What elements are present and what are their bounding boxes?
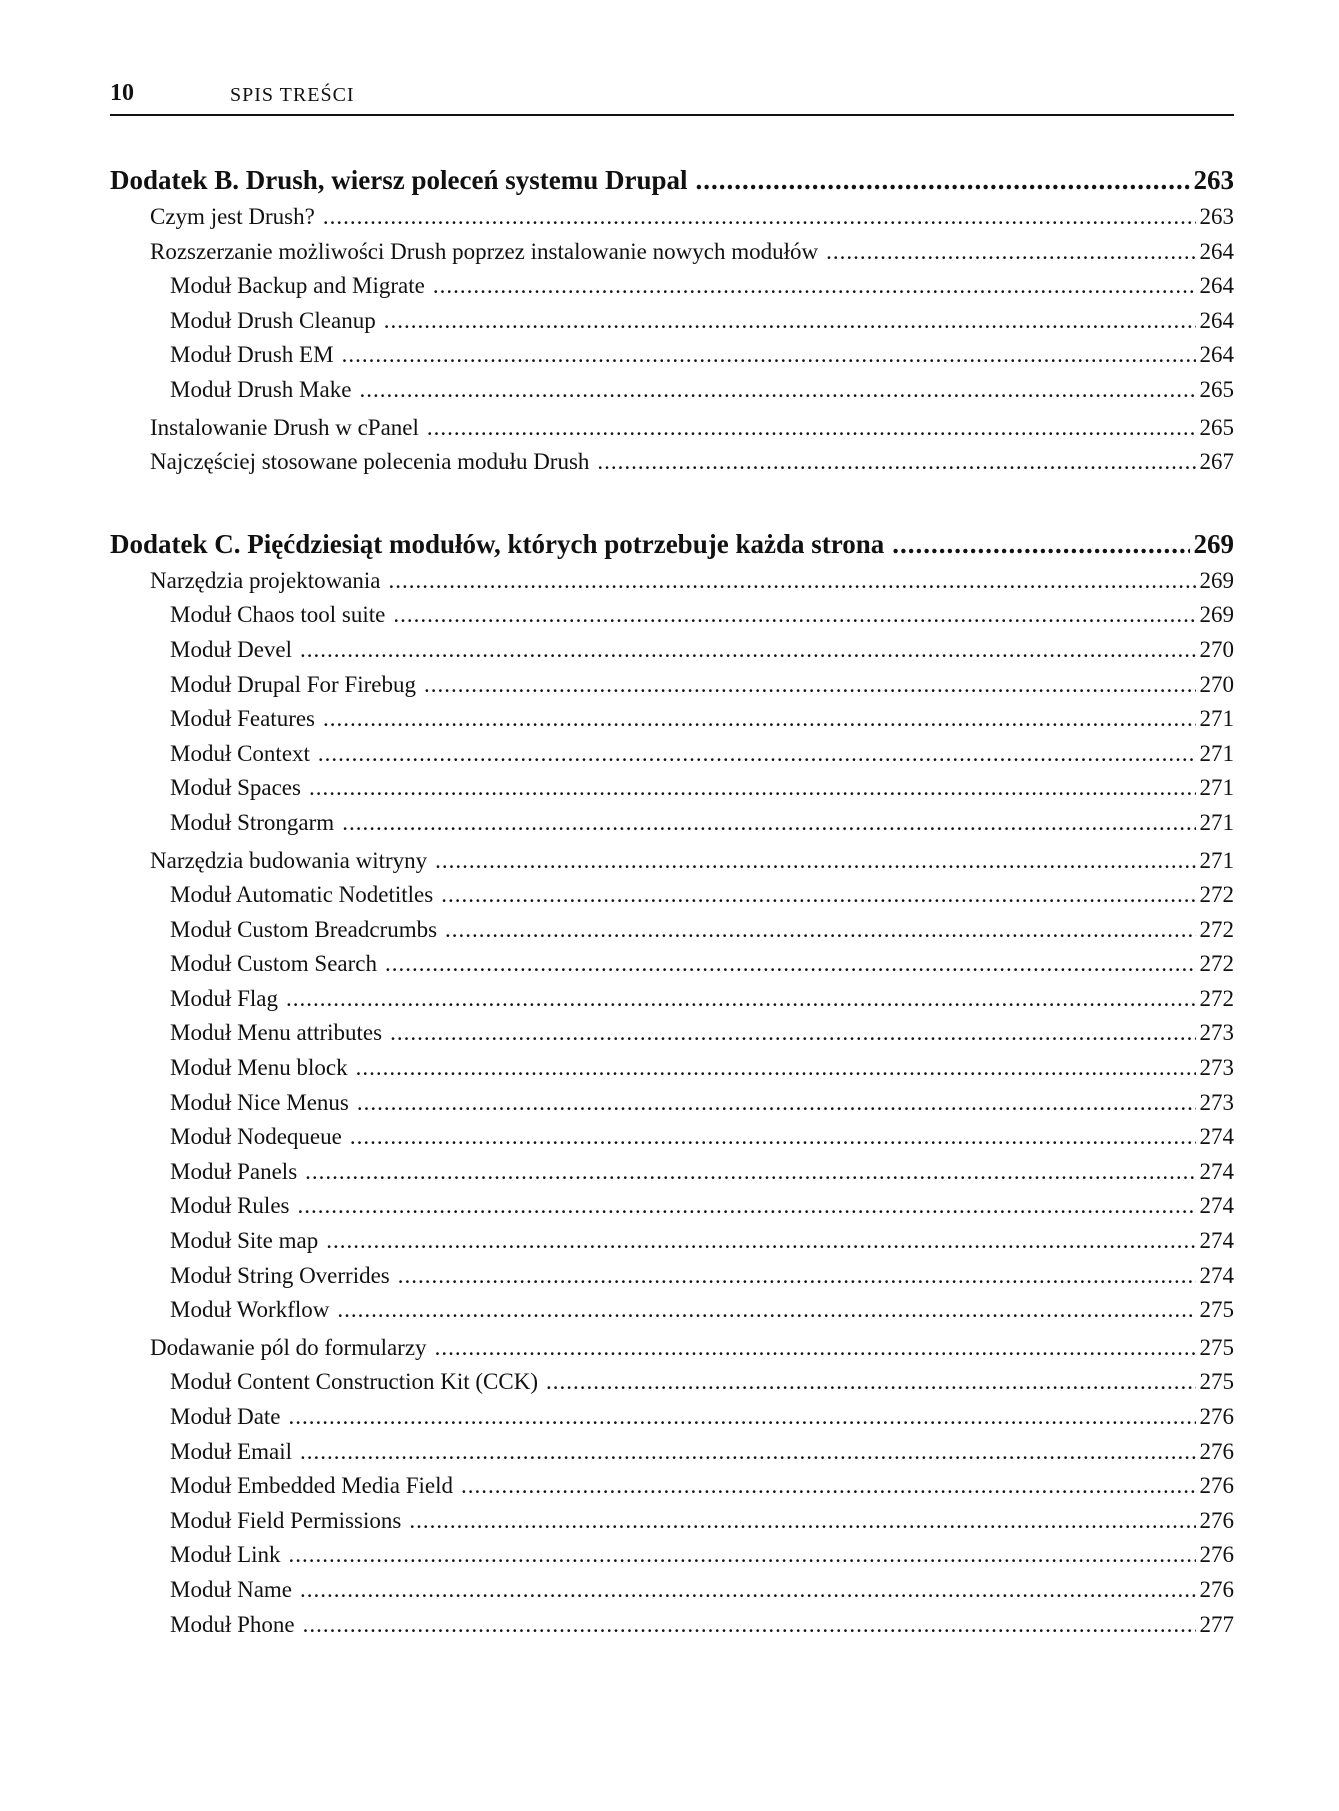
toc-entry-title: Moduł Strongarm xyxy=(170,809,335,835)
toc-subsection xyxy=(110,1016,1234,1051)
toc-entry-title: Moduł Devel xyxy=(170,636,293,662)
toc-entry-page: 264 xyxy=(1199,238,1234,264)
toc-entry-title: Dodatek B. Drush, wiersz poleceń systemu Drupal xyxy=(110,165,688,195)
toc-entry-title: Moduł String Overrides xyxy=(170,1262,390,1288)
toc-entry-page: 264 xyxy=(1199,307,1234,333)
toc-entry-title: Najczęściej stosowane polecenia modułu Drush xyxy=(150,449,590,475)
toc-entry-title: Moduł Context xyxy=(170,740,310,766)
toc-section xyxy=(110,200,1234,235)
dot-leader xyxy=(441,878,1195,913)
toc-entry-title: Rozszerzanie możliwości Drush poprzez instalowanie nowych modułów xyxy=(150,238,819,264)
toc-subsection xyxy=(110,878,1234,913)
toc-subsection xyxy=(110,668,1234,703)
toc-entry-title: Dodatek C. Pięćdziesiąt modułów, których potrzebuje każda strona xyxy=(110,528,885,559)
toc-entry-title: Moduł Embedded Media Field xyxy=(170,1473,453,1499)
page-header xyxy=(110,78,1234,116)
toc-entry-title: Moduł Field Permissions xyxy=(170,1507,402,1533)
dot-leader xyxy=(398,1259,1196,1294)
toc-entry-title: Moduł Spaces xyxy=(170,775,301,801)
toc-entry-title: Moduł Flag xyxy=(170,985,278,1011)
toc-entry-title: Moduł Drush Cleanup xyxy=(170,307,376,333)
dot-leader xyxy=(326,1224,1195,1259)
dot-leader xyxy=(384,304,1196,339)
dot-leader xyxy=(696,160,1190,200)
toc-entry-title: Moduł Panels xyxy=(170,1158,298,1184)
toc-subsection xyxy=(110,771,1234,806)
toc-chapter xyxy=(110,160,1234,200)
toc-entry-title: Instalowanie Drush w cPanel xyxy=(150,414,419,440)
dot-leader xyxy=(337,1293,1195,1328)
toc-subsection xyxy=(110,633,1234,668)
toc-entry-page: 274 xyxy=(1199,1158,1234,1184)
toc-entry-page: 275 xyxy=(1199,1297,1234,1323)
dot-leader xyxy=(303,1608,1196,1643)
dot-leader xyxy=(826,235,1195,270)
dot-leader xyxy=(342,338,1196,373)
dot-leader xyxy=(300,1435,1195,1470)
toc-subsection xyxy=(110,1259,1234,1294)
toc-entry-title: Moduł Nice Menus xyxy=(170,1089,349,1115)
toc-entry-page: 269 xyxy=(1199,567,1234,593)
dot-leader xyxy=(385,947,1196,982)
toc-subsection xyxy=(110,304,1234,339)
toc-entry-page: 273 xyxy=(1199,1089,1234,1115)
dot-leader xyxy=(389,564,1196,599)
toc-entry-page: 276 xyxy=(1199,1542,1234,1568)
toc-entry-page: 272 xyxy=(1199,916,1234,942)
toc-entry-title: Moduł Custom Breadcrumbs xyxy=(170,916,438,942)
toc-section xyxy=(110,844,1234,879)
toc-chapter xyxy=(110,524,1234,564)
toc-entry-title: Moduł Menu attributes xyxy=(170,1020,383,1046)
dot-leader xyxy=(435,844,1195,879)
toc-entry-title: Moduł Drush EM xyxy=(170,342,334,368)
toc-entry-title: Moduł Drush Make xyxy=(170,376,352,402)
toc-entry-page: 275 xyxy=(1199,1369,1234,1395)
toc-entry-page: 274 xyxy=(1199,1262,1234,1288)
dot-leader xyxy=(286,982,1196,1017)
toc-entry-page: 270 xyxy=(1199,636,1234,662)
toc-entry-page: 263 xyxy=(1193,165,1234,195)
toc-subsection xyxy=(110,373,1234,408)
toc-entry-title: Moduł Content Construction Kit (CCK) xyxy=(170,1369,538,1395)
toc-entry-page: 276 xyxy=(1199,1507,1234,1533)
toc-entry-page: 274 xyxy=(1199,1228,1234,1254)
toc-entry-page: 277 xyxy=(1199,1611,1234,1637)
toc-subsection xyxy=(110,1573,1234,1608)
toc-subsection xyxy=(110,1120,1234,1155)
toc-entry-title: Moduł Workflow xyxy=(170,1297,330,1323)
toc-section xyxy=(110,411,1234,446)
toc-entry-page: 272 xyxy=(1199,882,1234,908)
toc-section xyxy=(110,564,1234,599)
toc-subsection xyxy=(110,1293,1234,1328)
toc-subsection xyxy=(110,1189,1234,1224)
toc-entry-page: 274 xyxy=(1199,1124,1234,1150)
toc-subsection xyxy=(110,982,1234,1017)
running-title: SPIS TREŚCI xyxy=(230,84,355,106)
toc-subsection xyxy=(110,737,1234,772)
toc-entry-title: Moduł Link xyxy=(170,1542,281,1568)
dot-leader xyxy=(323,200,1196,235)
toc-subsection xyxy=(110,1155,1234,1190)
dot-leader xyxy=(892,524,1189,564)
toc-entry-page: 276 xyxy=(1199,1404,1234,1429)
toc-subsection xyxy=(110,1469,1234,1504)
toc-subsection xyxy=(110,702,1234,737)
toc-entry-title: Moduł Automatic Nodetitles xyxy=(170,882,434,908)
dot-leader xyxy=(546,1365,1196,1400)
toc-entry-title: Moduł Name xyxy=(170,1576,293,1602)
toc-entry-title: Moduł Custom Search xyxy=(170,951,377,977)
toc-subsection xyxy=(110,1365,1234,1400)
toc-entry-page: 264 xyxy=(1199,342,1234,368)
table-of-contents xyxy=(110,160,1234,1642)
toc-entry-page: 263 xyxy=(1199,204,1234,229)
dot-leader xyxy=(300,1573,1195,1608)
toc-entry-title: Moduł Menu block xyxy=(170,1055,348,1081)
toc-entry-page: 276 xyxy=(1199,1438,1234,1464)
toc-entry-page: 264 xyxy=(1199,273,1234,299)
toc-entry-title: Moduł Backup and Migrate xyxy=(170,273,425,299)
dot-leader xyxy=(309,771,1196,806)
page-number: 10 xyxy=(110,80,134,106)
toc-subsection xyxy=(110,1608,1234,1643)
dot-leader xyxy=(350,1120,1196,1155)
dot-leader xyxy=(424,668,1196,703)
toc-entry-page: 271 xyxy=(1199,740,1234,766)
toc-entry-page: 271 xyxy=(1199,847,1234,873)
dot-leader xyxy=(356,1051,1196,1086)
toc-subsection xyxy=(110,947,1234,982)
toc-entry-page: 270 xyxy=(1199,671,1234,697)
toc-entry-page: 276 xyxy=(1199,1576,1234,1602)
toc-entry-page: 265 xyxy=(1199,376,1234,402)
dot-leader xyxy=(393,598,1195,633)
toc-entry-page: 269 xyxy=(1199,602,1234,628)
toc-entry-page: 275 xyxy=(1199,1334,1234,1360)
toc-entry-page: 273 xyxy=(1199,1055,1234,1081)
toc-subsection xyxy=(110,1504,1234,1539)
dot-leader xyxy=(357,1086,1196,1121)
toc-entry-page: 265 xyxy=(1199,414,1234,440)
dot-leader xyxy=(289,1400,1196,1435)
toc-entry-page: 274 xyxy=(1199,1193,1234,1219)
dot-leader xyxy=(318,737,1196,772)
toc-subsection xyxy=(110,338,1234,373)
dot-leader xyxy=(323,702,1195,737)
toc-entry-title: Dodawanie pól do formularzy xyxy=(150,1334,427,1360)
toc-entry-title: Moduł Chaos tool suite xyxy=(170,602,386,628)
toc-entry-title: Narzędzia budowania witryny xyxy=(150,847,428,873)
toc-entry-page: 271 xyxy=(1199,809,1234,835)
dot-leader xyxy=(597,445,1195,480)
toc-entry-page: 269 xyxy=(1193,528,1234,559)
dot-leader xyxy=(461,1469,1196,1504)
toc-entry-page: 272 xyxy=(1199,951,1234,977)
toc-subsection xyxy=(110,269,1234,304)
toc-entry-title: Moduł Drupal For Firebug xyxy=(170,671,416,697)
toc-entry-title: Moduł Site map xyxy=(170,1228,319,1254)
dot-leader xyxy=(409,1504,1195,1539)
dot-leader xyxy=(359,373,1195,408)
toc-subsection xyxy=(110,1538,1234,1573)
toc-subsection xyxy=(110,1435,1234,1470)
toc-subsection xyxy=(110,1086,1234,1121)
toc-entry-page: 272 xyxy=(1199,985,1234,1011)
toc-entry-title: Moduł Features xyxy=(170,706,316,732)
toc-subsection xyxy=(110,1400,1234,1435)
toc-section xyxy=(110,445,1234,480)
toc-entry-title: Moduł Phone xyxy=(170,1611,295,1637)
toc-subsection xyxy=(110,598,1234,633)
toc-section xyxy=(110,1331,1234,1366)
dot-leader xyxy=(433,269,1196,304)
toc-entry-page: 271 xyxy=(1199,706,1234,732)
dot-leader xyxy=(390,1016,1195,1051)
toc-entry-title: Narzędzia projektowania xyxy=(150,567,381,593)
toc-entry-title: Moduł Nodequeue xyxy=(170,1124,342,1150)
toc-entry-page: 267 xyxy=(1199,449,1234,475)
dot-leader xyxy=(297,1189,1195,1224)
toc-entry-page: 271 xyxy=(1199,775,1234,801)
dot-leader xyxy=(289,1538,1196,1573)
toc-entry-page: 273 xyxy=(1199,1020,1234,1046)
dot-leader xyxy=(300,633,1195,668)
dot-leader xyxy=(427,411,1196,446)
dot-leader xyxy=(342,806,1195,841)
toc-subsection xyxy=(110,806,1234,841)
toc-entry-title: Czym jest Drush? xyxy=(150,204,315,229)
toc-subsection xyxy=(110,1224,1234,1259)
toc-entry-title: Moduł Rules xyxy=(170,1193,290,1219)
toc-subsection xyxy=(110,913,1234,948)
dot-leader xyxy=(445,913,1195,948)
toc-entry-title: Moduł Email xyxy=(170,1438,293,1464)
dot-leader xyxy=(435,1331,1196,1366)
toc-subsection xyxy=(110,1051,1234,1086)
toc-entry-title: Moduł Date xyxy=(170,1404,281,1429)
toc-entry-page: 276 xyxy=(1199,1473,1234,1499)
toc-section xyxy=(110,235,1234,270)
dot-leader xyxy=(305,1155,1195,1190)
